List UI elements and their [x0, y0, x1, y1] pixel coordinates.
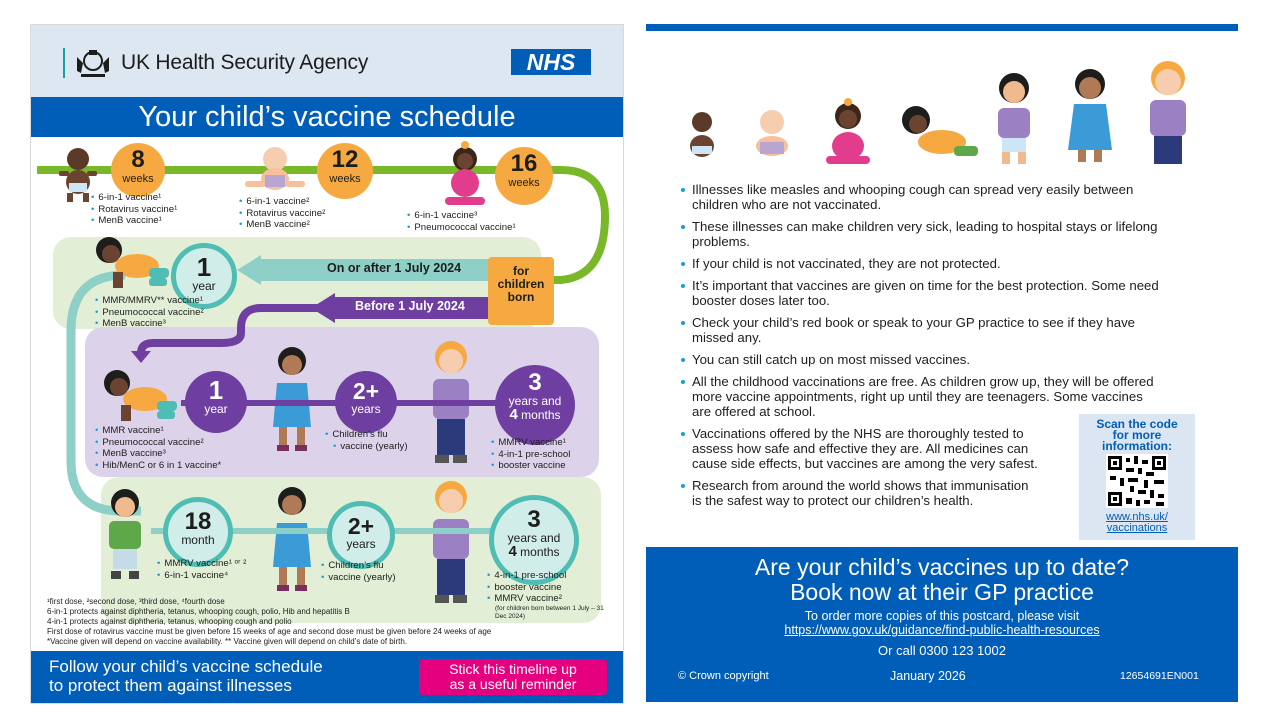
list-item: You can still catch up on most missed vaccines.: [692, 352, 1162, 367]
arrow-before-label: Before 1 July 2024: [355, 299, 465, 313]
follow-text: Follow your child’s vaccine schedule to protect them against illnesses: [49, 657, 323, 695]
schedule-card: [30, 24, 624, 704]
for-children-born-box: for children born: [488, 257, 554, 325]
child-6-icon: [1068, 69, 1112, 162]
call-to-action-banner: [646, 547, 1238, 702]
stage-18-months: 18 month: [163, 497, 233, 567]
info-card: [646, 24, 1238, 702]
qr-title: Scan the code for more information:: [1096, 417, 1178, 453]
list-16-weeks: • 6-in-1 vaccine³ • Pneumococcal vaccine¹: [407, 210, 516, 233]
list-1-year-before: • MMR vaccine¹ • Pneumococcal vaccine² • MenB vaccine³ • Hib/MenC or 6 in 1 vaccine*: [95, 425, 221, 471]
toddler-boy-bottom-icon: [97, 485, 153, 583]
child-5-icon: [998, 73, 1030, 164]
stage-1-year-before: 1 year: [185, 371, 247, 433]
list-item: Research from around the world shows that immunisation is the safest way to protect our children’s health.: [692, 478, 1032, 508]
call-number: Or call 0300 123 1002: [878, 643, 1006, 658]
arrow-after-label: On or after 1 July 2024: [327, 261, 462, 275]
boy-bottom-icon: [421, 475, 481, 607]
order-text: To order more copies of this postcard, please visit: [804, 609, 1080, 623]
stick-reminder-badge: Stick this timeline up as a useful reminder: [419, 659, 607, 695]
page-title: Your child’s vaccine schedule: [31, 97, 623, 137]
crawling-baby-before-icon: [97, 365, 179, 423]
publish-date: January 2026: [890, 669, 966, 683]
top-rule: [646, 24, 1238, 31]
child-7-icon: [1150, 61, 1186, 164]
nhs-logo: NHS: [511, 49, 591, 75]
stage-12-weeks: 12 weeks: [317, 143, 373, 199]
stage-8-weeks: 8 weeks: [111, 143, 165, 197]
list-18-months: • MMRV vaccine¹ ᵒʳ ² • 6-in-1 vaccine⁴: [157, 558, 246, 581]
stage-3-years-before: 3 years and 4 months: [495, 365, 575, 445]
copyright: © Crown copyright: [678, 670, 769, 682]
list-flu-before: • Children’s flu • vaccine (yearly): [325, 429, 408, 452]
list-8-weeks: • 6-in-1 vaccine¹ • Rotavirus vaccine¹ • MenB vaccine¹: [91, 192, 177, 227]
product-code: 12654691EN001: [1120, 670, 1199, 682]
list-item: Illnesses like measles and whooping cough can spread very easily between children who are not vaccinated.: [692, 182, 1162, 212]
list-item: Vaccinations offered by the NHS are thoroughly tested to assess how safe and effective they are. All medicines can cause side effects, but vaccines are among the very safest.: [692, 426, 1052, 471]
follow-banner: [31, 651, 623, 703]
cta-headline: Are your child’s vaccines up to date? Book now at their GP practice: [754, 554, 1130, 605]
royal-crest-icon: [73, 47, 113, 79]
stage-16-weeks: 16 weeks: [495, 147, 553, 205]
qr-panel: [1079, 414, 1195, 540]
stage-flu-bottom: 2+ years: [327, 501, 395, 569]
list-item: These illnesses can make children very sick, leading to hospital stays or lifelong problems.: [692, 219, 1162, 249]
stage-1-year-after: 1 year: [171, 243, 237, 309]
list-3-years-before: • MMRV vaccine¹ • 4-in-1 pre-school • booster vaccine: [491, 437, 570, 472]
baby-3-icon: [826, 98, 870, 164]
crawling-baby-after-icon: [89, 232, 171, 290]
baby-12-weeks-icon: [239, 145, 311, 195]
baby-1-icon: [690, 112, 714, 157]
list-item: All the childhood vaccinations are free. As children grow up, they will be offered more vaccine appointments, right up until they are teenagers. Some vaccines are offered at school.: [692, 374, 1162, 419]
baby-2-icon: [756, 110, 788, 156]
baby-16-weeks-icon: [437, 139, 493, 211]
stage-3-years-bottom: 3 years and 4 months: [489, 495, 579, 585]
stage-flu-before: 2+ years: [335, 371, 397, 433]
list-item: If your child is not vaccinated, they are not protected.: [692, 256, 1162, 271]
nhs-vaccinations-link[interactable]: www.nhs.uk/ vaccinations: [1106, 511, 1168, 534]
agency-name: UK Health Security Agency: [121, 51, 369, 74]
list-flu-bottom: • Children’s flu • vaccine (yearly): [321, 560, 396, 583]
note-3-years-bottom: (for children born between 1 July – 31 Dec 2024): [495, 605, 604, 620]
list-3-years-bottom: • 4-in-1 pre-school • booster vaccine • MMRV vaccine²: [487, 570, 566, 605]
list-12-weeks: • 6-in-1 vaccine² • Rotavirus vaccine² • MenB vaccine²: [239, 196, 325, 231]
baby-4-icon: [902, 106, 978, 156]
qr-code-icon[interactable]: [1106, 454, 1168, 508]
agency-header: [31, 25, 623, 97]
footnotes: ¹first dose, ²second dose, ³third dose, ⁴fourth dose 6-in-1 protects against diphtheria, tetanus, whooping cough, polio, Hib and hepatitis B 4-in-1 protects against diphtheria, tetanus, whooping cough and polio First dose of rotavirus vaccine must be given before 15 weeks of age and second dose must be given before 24 weeks of age *Vaccine given will depend on vaccine availability. ** Vaccine given will depend on child’s date of birth.: [47, 597, 492, 646]
order-link[interactable]: https://www.gov.uk/guidance/find-public-health-resources: [784, 623, 1100, 637]
toddler-girl-bottom-icon: [267, 483, 317, 593]
children-illustration: [676, 46, 1236, 166]
list-item: Check your child’s red book or speak to your GP practice to see if they have missed any.: [692, 315, 1162, 345]
agency-divider: [63, 48, 65, 78]
list-1-year-after: • MMR/MMRV** vaccine¹ • Pneumococcal vaccine² • MenB vaccine³: [95, 295, 204, 330]
list-item: It’s important that vaccines are given on time for the best protection. Some need booster doses later too.: [692, 278, 1162, 308]
